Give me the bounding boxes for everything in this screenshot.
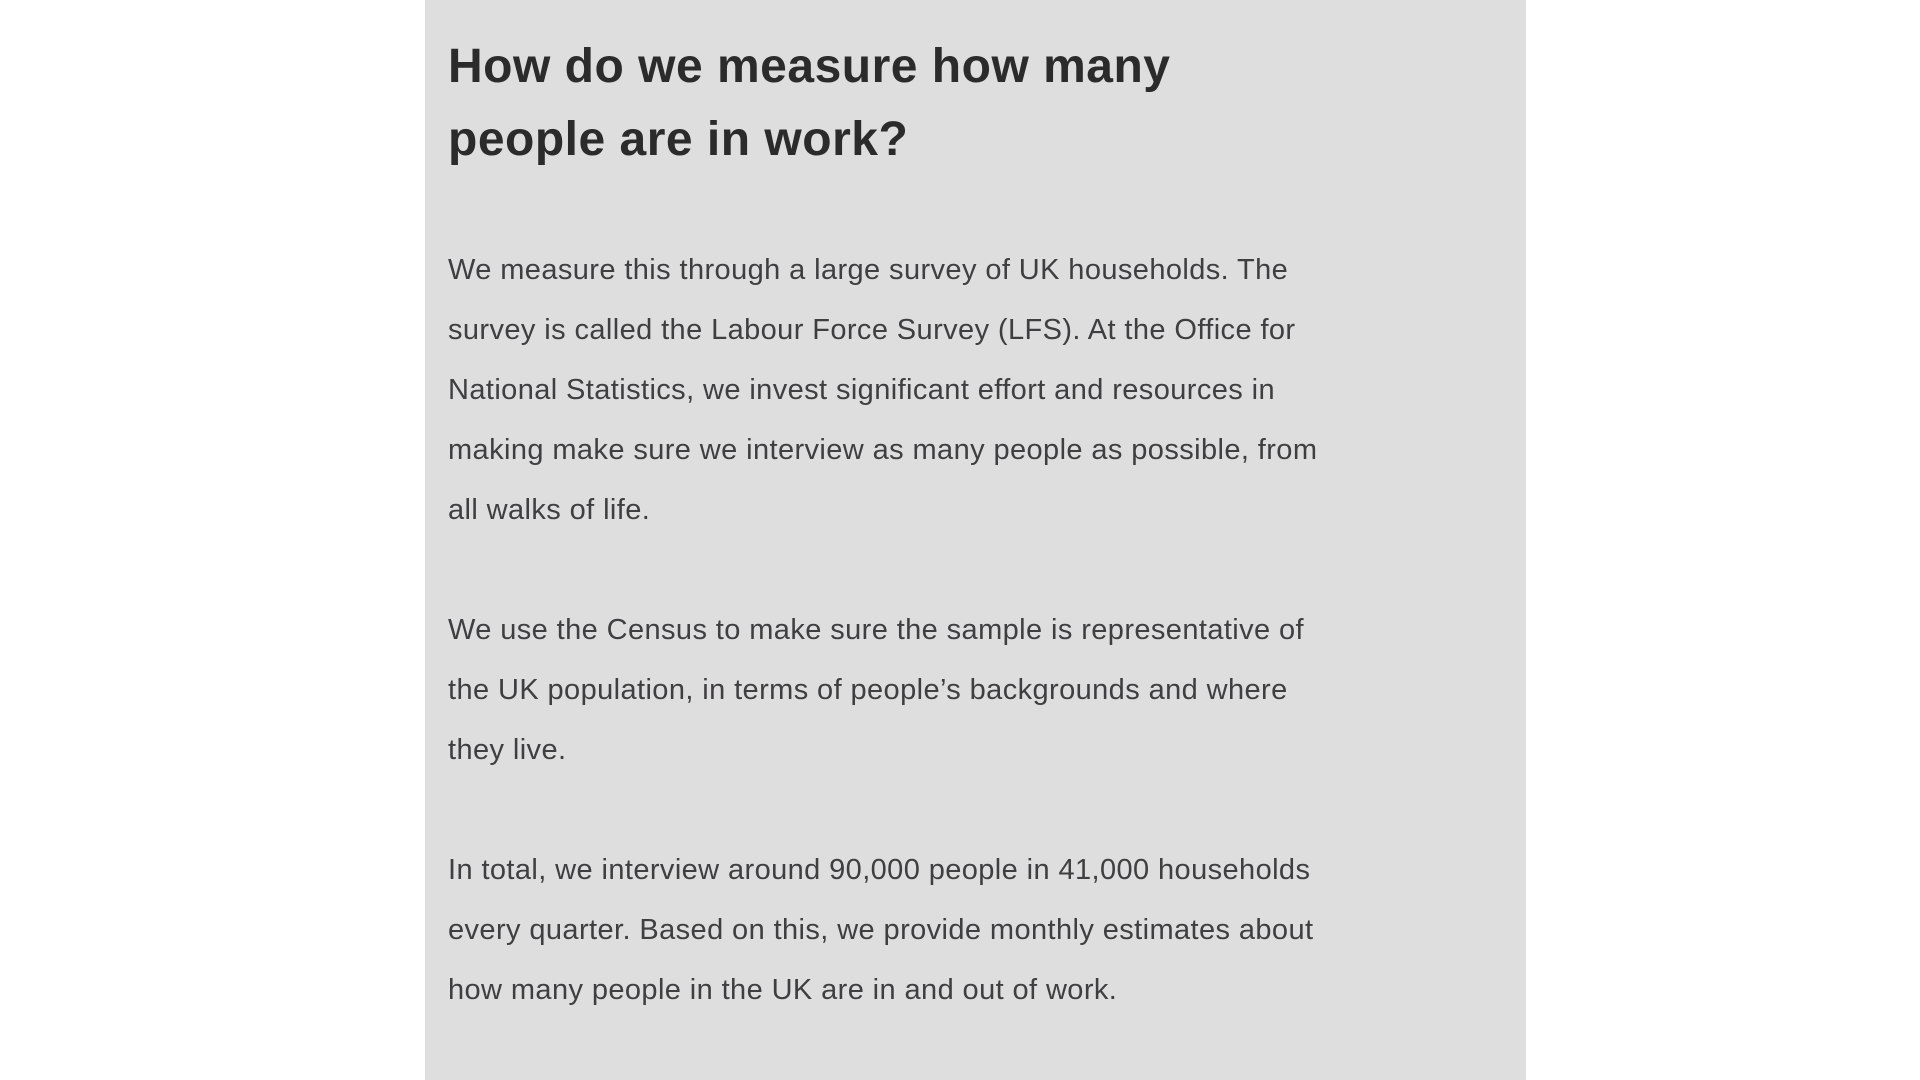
text-line: they live.: [448, 734, 567, 766]
paragraph-totals: [448, 840, 1496, 1020]
article-section: [425, 30, 1526, 1020]
text-line: the UK population, in terms of people’s backgrounds and where: [448, 674, 1288, 706]
text-line: We measure this through a large survey of UK households. The: [448, 254, 1289, 286]
text-line: how many people in the UK are in and out of work.: [448, 974, 1118, 1006]
text-line: every quarter. Based on this, we provide monthly estimates about: [448, 914, 1314, 946]
text-line: We use the Census to make sure the sample is representative of: [448, 614, 1305, 646]
page-title-line-2: people are in work?: [448, 113, 909, 166]
page-title: [448, 30, 1496, 176]
paragraph-census: [448, 600, 1496, 780]
paragraph-survey: [448, 240, 1496, 540]
text-line: making make sure we interview as many people as possible, from: [448, 434, 1318, 466]
text-line: National Statistics, we invest significant effort and resources in: [448, 374, 1275, 406]
text-line: In total, we interview around 90,000 people in 41,000 households: [448, 854, 1311, 886]
content-panel: [425, 0, 1526, 1080]
text-line: all walks of life.: [448, 494, 651, 526]
page-title-line-1: How do we measure how many: [448, 40, 1171, 93]
text-line: survey is called the Labour Force Survey (LFS). At the Office for: [448, 314, 1296, 346]
